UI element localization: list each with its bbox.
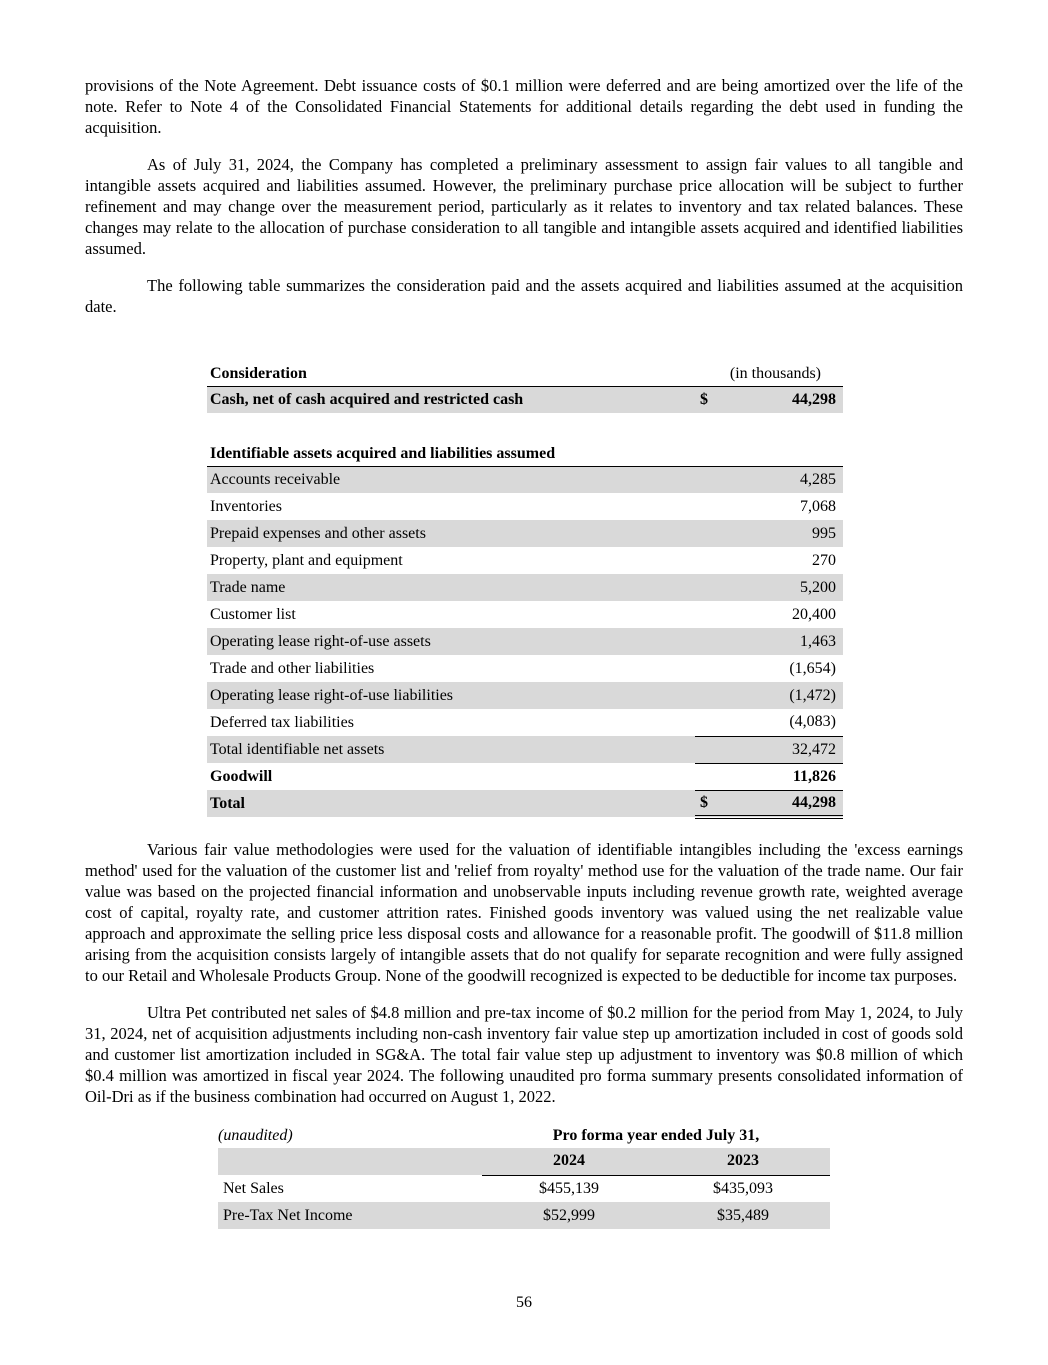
- table-row-total-identifiable: [207, 736, 843, 763]
- row-label: Operating lease right-of-use assets: [207, 628, 695, 655]
- row-label: Deferred tax liabilities: [210, 713, 354, 731]
- spacer: [85, 333, 963, 363]
- row-label: Cash, net of cash acquired and restricted cash: [207, 386, 695, 413]
- proforma-span-header-row: [218, 1123, 830, 1148]
- row-value: 5,200: [733, 574, 843, 601]
- table-row-pretax-income: [218, 1202, 830, 1229]
- row-label: Pre-Tax Net Income: [218, 1202, 482, 1229]
- table-row-total: [207, 790, 843, 817]
- paragraph-table-intro: The following table summarizes the consideration paid and the assets acquired and liabilities assumed at the acquisition date.: [85, 276, 963, 316]
- proforma-span-header: Pro forma year ended July 31,: [552, 1126, 760, 1144]
- proforma-table: [218, 1123, 830, 1229]
- column-header-2024: 2024: [482, 1148, 656, 1175]
- row-value: 4,285: [733, 466, 843, 493]
- row-value: 44,298: [733, 790, 843, 817]
- column-header-2023: 2023: [656, 1148, 830, 1175]
- row-label: Prepaid expenses and other assets: [207, 520, 695, 547]
- consideration-table: [207, 363, 843, 413]
- row-value: $455,139: [539, 1179, 599, 1197]
- row-label: Property, plant and equipment: [210, 551, 403, 569]
- row-label: Goodwill: [210, 767, 273, 785]
- table-row: [207, 709, 843, 736]
- table-row: [207, 547, 843, 574]
- paragraph-ultra-pet: Ultra Pet contributed net sales of $4.8 million and pre-tax income of $0.2 million for the period from May 1, 2024, to July 31, 2024, net of acquisition adjustments including non-cash inventory fair value step up amortization included in cost of goods sold and customer list amortization included in SG&A. The total fair value step up adjustment to inventory was $0.8 million of which $0.4 million was amortized in fiscal year 2024. The following unaudited pro forma summary presents consolidated information of Oil-Dri as if the business combination had occurred on August 1, 2022.: [85, 1003, 963, 1106]
- assets-header-row: [207, 443, 843, 466]
- row-label: Customer list: [210, 605, 296, 623]
- table-row: [207, 655, 843, 682]
- row-value: $52,999: [482, 1202, 656, 1229]
- paragraph-preliminary-assessment: As of July 31, 2024, the Company has completed a preliminary assessment to assign fair values to all tangible and intangible assets acquired and liabilities assumed. However, the preliminary purchase price allocation will be subject to further refinement and may change over the measurement period, particularly as it relates to inventory and tax related balances. These changes may relate to the allocation of purchase consideration to all tangible and intangible assets acquired and identified liabilities assumed.: [85, 155, 963, 258]
- table-row: [207, 601, 843, 628]
- row-label: Total identifiable net assets: [207, 736, 695, 763]
- row-label: Trade name: [207, 574, 695, 601]
- page-number: 56: [516, 1294, 532, 1311]
- row-label: Net Sales: [223, 1179, 284, 1197]
- row-value: $435,093: [713, 1179, 773, 1197]
- row-label: Operating lease right-of-use liabilities: [207, 682, 695, 709]
- unaudited-label: (unaudited): [218, 1126, 293, 1144]
- consideration-header: Consideration: [207, 363, 695, 386]
- row-label: Accounts receivable: [207, 466, 695, 493]
- row-value: 11,826: [733, 763, 843, 790]
- row-value: 270: [812, 551, 836, 569]
- currency-symbol: $: [695, 386, 733, 413]
- row-value: 1,463: [733, 628, 843, 655]
- currency-symbol: $: [695, 790, 733, 817]
- row-value: 32,472: [733, 736, 843, 763]
- row-value: (1,472): [733, 682, 843, 709]
- paragraph-fair-value-methodologies: Various fair value methodologies were used for the valuation of identifiable intangibles including the 'excess earnings method' used for the valuation of the customer list and 'relief from royalty' method use for the valuation of the trade name. Our fair value was based on the projected financial information and unobservable inputs including revenue growth rate, weighted average cost of capital, royalty rate, and customer attrition rates. Finished goods inventory was valued using the net realizable value approach and approximate the selling price less disposal costs and allowance for a reasonable profit. The goodwill of $11.8 million arising from the acquisition consists largely of intangible assets that do not qualify for separate recognition and were fully assigned to our Retail and Wholesale Products Group. None of the goodwill recognized is expected to be deductible for income tax purposes.: [85, 840, 963, 985]
- consideration-header-row: [207, 363, 843, 386]
- row-value: 995: [733, 520, 843, 547]
- table-row: [207, 574, 843, 601]
- row-value: $35,489: [656, 1202, 830, 1229]
- paragraph-note-agreement: provisions of the Note Agreement. Debt issuance costs of $0.1 million were deferred and are being amortized over the life of the note. Refer to Note 4 of the Consolidated Financial Statements for additional details regarding the debt used in funding the acquisition.: [85, 76, 963, 137]
- table-row: [207, 628, 843, 655]
- units-label: (in thousands): [695, 363, 843, 386]
- row-value: (4,083): [789, 713, 836, 731]
- row-label: Inventories: [210, 497, 282, 515]
- row-value: (1,654): [789, 659, 836, 677]
- table-row: [207, 682, 843, 709]
- spacer: [85, 819, 963, 839]
- row-value: 44,298: [733, 386, 843, 413]
- row-label: Total: [207, 790, 695, 817]
- row-label: Trade and other liabilities: [210, 659, 375, 677]
- row-value: 7,068: [800, 497, 836, 515]
- table-row: [207, 520, 843, 547]
- table-row: [207, 386, 843, 413]
- proforma-column-header-row: [218, 1148, 830, 1175]
- table-row: [207, 493, 843, 520]
- table-row: [207, 466, 843, 493]
- table-row-net-sales: [218, 1175, 830, 1202]
- spacer: [85, 413, 963, 443]
- table-row-goodwill: [207, 763, 843, 790]
- row-value: 20,400: [792, 605, 836, 623]
- assets-table-header: Identifiable assets acquired and liabilities assumed: [207, 443, 843, 466]
- identifiable-assets-table: [207, 443, 843, 819]
